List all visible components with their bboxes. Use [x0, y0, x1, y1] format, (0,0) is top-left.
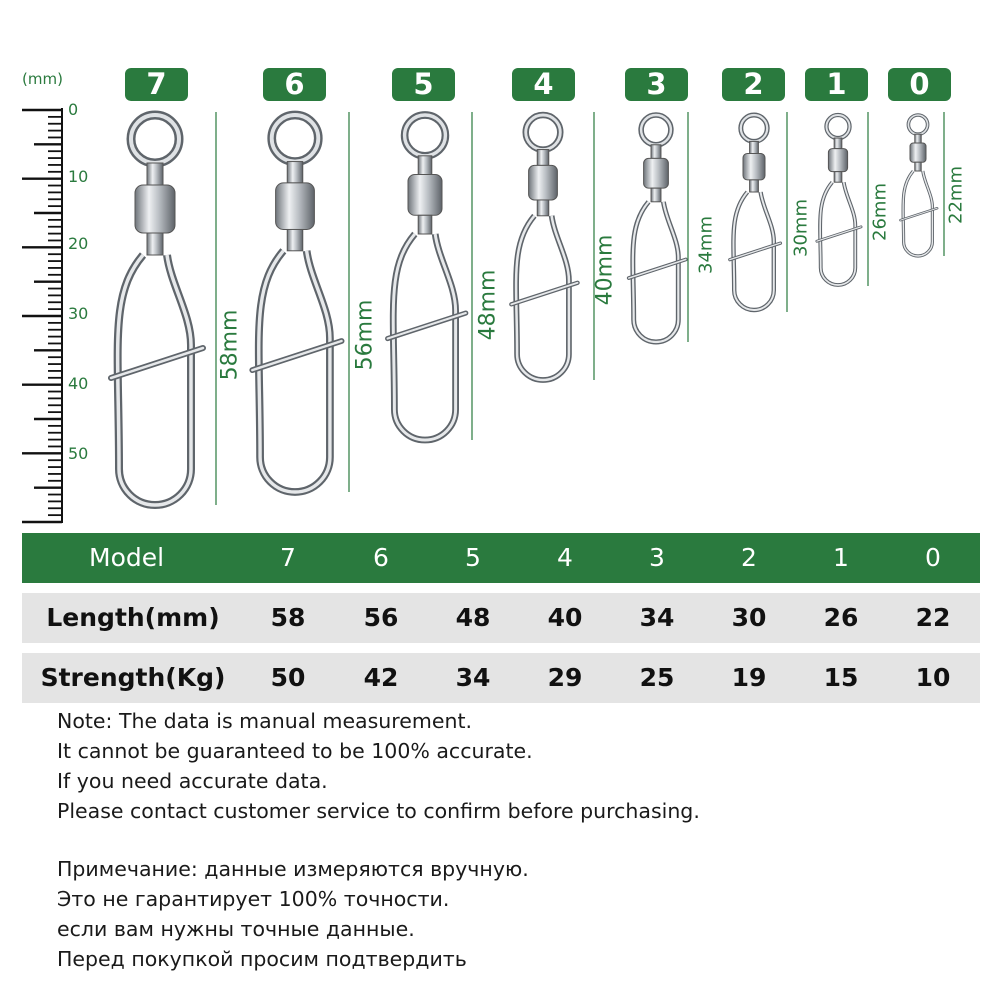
model-badge-7: 7 [125, 68, 188, 101]
ruler-label-10: 10 [68, 167, 89, 186]
table-cell: 19 [731, 663, 767, 692]
note-line: If you need accurate data. [57, 769, 328, 793]
note-line: Please contact customer service to confirm before purchasing. [57, 799, 700, 823]
table-row-strength [22, 653, 980, 703]
ruler-label-50: 50 [68, 444, 89, 463]
ruler-label-30: 30 [68, 304, 89, 323]
length-label-3: 34mm [695, 216, 717, 274]
header-cell: 2 [741, 543, 757, 572]
table-cell: 58 [270, 603, 306, 632]
length-label-1: 26mm [869, 183, 891, 241]
length-label-6: 56mm [352, 299, 378, 371]
model-badge-1: 1 [805, 68, 868, 101]
ruler-label-0: 0 [68, 100, 79, 119]
header-cell: 0 [925, 543, 941, 572]
table-cell: 50 [270, 663, 306, 692]
snap-swivel-icon [900, 115, 937, 256]
table-cell: 34 [455, 663, 491, 692]
snap-swivel-icon [817, 115, 861, 285]
notes-english [57, 706, 700, 826]
table-cell: 25 [639, 663, 675, 692]
model-badge-4: 4 [512, 68, 575, 101]
note-line: Перед покупкой просим подтвердить [57, 947, 467, 971]
table-cell: 22 [915, 603, 951, 632]
snap-swivel-icon [629, 115, 686, 342]
table-cell: 29 [547, 663, 583, 692]
model-badge-3: 3 [625, 68, 688, 101]
table-cell: 34 [639, 603, 675, 632]
table-cell: 56 [363, 603, 399, 632]
model-header-label: Model [89, 543, 165, 572]
snap-swivel-icon [511, 115, 577, 380]
model-badge-6: 6 [263, 68, 326, 101]
note-line: если вам нужны точные данные. [57, 917, 415, 941]
length-label-7: 58mm [217, 309, 243, 381]
note-line: It cannot be guaranteed to be 100% accurate. [57, 739, 533, 763]
snap-swivel-icon [388, 115, 466, 440]
table-header-row [22, 533, 980, 583]
model-badge-5: 5 [392, 68, 455, 101]
table-cell: 48 [455, 603, 491, 632]
length-label-5: 48mm [475, 269, 501, 341]
note-line: Примечание: данные измеряются вручную. [57, 857, 529, 881]
ruler-label-40: 40 [68, 374, 89, 393]
table-cell: 40 [547, 603, 583, 632]
snap-swivel-icon [730, 115, 781, 310]
table-cell: 42 [363, 663, 399, 692]
header-cell: 3 [649, 543, 665, 572]
header-cell: 5 [465, 543, 481, 572]
length-label-2: 30mm [790, 199, 812, 257]
table-cell: 15 [823, 663, 859, 692]
header-cell: 1 [833, 543, 849, 572]
snap-swivel-icon [252, 115, 341, 492]
note-line: Note: The data is manual measurement. [57, 709, 473, 733]
length-label-4: 40mm [592, 234, 618, 306]
table-row-length [22, 593, 980, 643]
ruler-label-20: 20 [68, 234, 89, 253]
header-cell: 4 [557, 543, 573, 572]
snap-swivel-icon [111, 115, 203, 505]
model-badge-2: 2 [722, 68, 785, 101]
header-cell: 7 [280, 543, 296, 572]
table-cell: 10 [915, 663, 951, 692]
header-cell: 6 [373, 543, 389, 572]
length-row-label: Length(mm) [46, 603, 220, 632]
model-badge-0: 0 [888, 68, 951, 101]
ruler-unit-label: (mm) [22, 70, 63, 88]
notes-russian [57, 854, 529, 974]
table-cell: 30 [731, 603, 767, 632]
note-line: Это не гарантирует 100% точности. [57, 887, 450, 911]
table-cell: 26 [823, 603, 859, 632]
length-label-0: 22mm [945, 166, 967, 224]
strength-row-label: Strength(Kg) [40, 663, 226, 692]
